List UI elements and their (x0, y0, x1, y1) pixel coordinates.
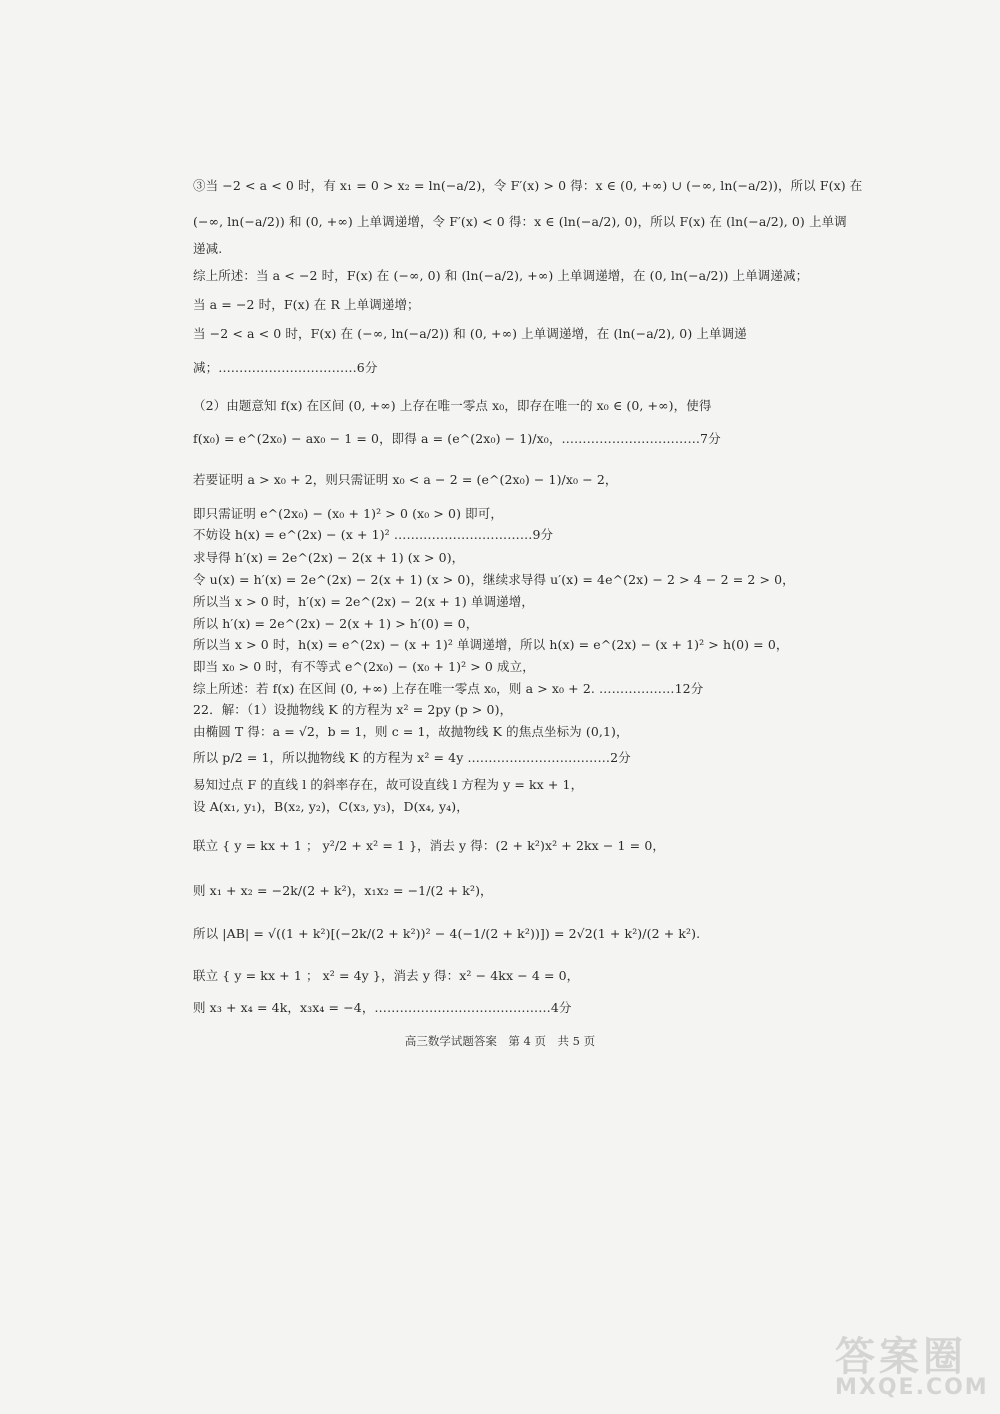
text-line: 令 u(x) = h′(x) = 2e^(2x) − 2(x + 1) (x > 0)，继续求导得 u′(x) = 4e^(2x) − 2 > 4 − 2 = 2 > 0， (193, 572, 795, 587)
text-line: 不妨设 h(x) = e^(2x) − (x + 1)² ……………………………9分 (193, 527, 554, 542)
text-line: 综上所述：当 a < −2 时，F(x) 在 (−∞, 0) 和 (ln(−a/2), +∞) 上单调递增，在 (0, ln(−a/2)) 上单调递减； (193, 268, 809, 283)
text-line: 联立 { y = kx + 1 ； y²/2 + x² = 1 }，消去 y 得：(2 + k²)x² + 2kx − 1 = 0， (193, 838, 665, 853)
text-line: 即当 x₀ > 0 时，有不等式 e^(2x₀) − (x₀ + 1)² > 0 成立， (193, 659, 535, 674)
text-line: 所以 p/2 = 1，所以抛物线 K 的方程为 x² = 4y .……………………………2分 (193, 750, 631, 765)
text-line: 当 −2 < a < 0 时，F(x) 在 (−∞, ln(−a/2)) 和 (0, +∞) 上单调递增，在 (ln(−a/2), 0) 上单调递 (193, 326, 747, 341)
text-line: 所以当 x > 0 时，h′(x) = 2e^(2x) − 2(x + 1) 单调递增， (193, 594, 534, 609)
text-line: 综上所述：若 f(x) 在区间 (0, +∞) 上存在唯一零点 x₀，则 a > x₀ + 2. ………………12分 (193, 681, 704, 696)
text-line: （2）由题意知 f(x) 在区间 (0, +∞) 上存在唯一零点 x₀，即存在唯一的 x₀ ∈ (0, +∞)，使得 (193, 398, 712, 413)
text-line: f(x₀) = e^(2x₀) − ax₀ − 1 = 0，即得 a = (e^(2x₀) − 1)/x₀，……………………………7分 (193, 431, 721, 446)
watermark-logo (835, 1325, 995, 1405)
text-line: 所以 h′(x) = 2e^(2x) − 2(x + 1) > h′(0) = 0， (193, 616, 479, 631)
text-line: 若要证明 a > x₀ + 2，则只需证明 x₀ < a − 2 = (e^(2x₀) − 1)/x₀ − 2， (193, 472, 618, 487)
text-line: 当 a = −2 时，F(x) 在 R 上单调递增； (193, 297, 420, 312)
watermark-url: MXQE.COM (835, 1375, 989, 1400)
text-line: 易知过点 F 的直线 l 的斜率存在，故可设直线 l 方程为 y = kx + 1， (193, 777, 584, 792)
text-line: 所以当 x > 0 时，h(x) = e^(2x) − (x + 1)² 单调递增，所以 h(x) = e^(2x) − (x + 1)² > h(0) = 0， (193, 637, 789, 652)
text-line: (−∞, ln(−a/2)) 和 (0, +∞) 上单调递增，令 F′(x) < 0 得：x ∈ (ln(−a/2), 0)，所以 F(x) 在 (ln(−a/2), 0) 上单调 (193, 214, 847, 229)
text-line: 即只需证明 e^(2x₀) − (x₀ + 1)² > 0 (x₀ > 0) 即可， (193, 506, 503, 521)
text-line: 联立 { y = kx + 1 ； x² = 4y }，消去 y 得：x² − 4kx − 4 = 0， (193, 968, 580, 983)
text-line: 22．解：（1）设抛物线 K 的方程为 x² = 2py (p > 0)， (193, 702, 513, 717)
text-line: 所以 |AB| = √((1 + k²)[(−2k/(2 + k²))² − 4(−1/(2 + k²))]) = 2√2(1 + k²)/(2 + k²). (193, 926, 701, 941)
text-line: 减；……………………………6分 (193, 360, 378, 375)
text-line: ③当 −2 < a < 0 时，有 x₁ = 0 > x₂ = ln(−a/2)，令 F′(x) > 0 得：x ∈ (0, +∞) ∪ (−∞, ln(−a/2))，所以 F(x) 在 (193, 178, 863, 193)
page-footer: 高三数学试题答案 第 4 页 共 5 页 (404, 1034, 596, 1048)
watermark-text: 答案圈 (835, 1334, 967, 1380)
text-line: 求导得 h′(x) = 2e^(2x) − 2(x + 1) (x > 0)， (193, 550, 465, 565)
text-line: 则 x₁ + x₂ = −2k/(2 + k²)，x₁x₂ = −1/(2 + k²)， (193, 883, 493, 898)
text-line: 设 A(x₁, y₁)，B(x₂, y₂)，C(x₃, y₃)，D(x₄, y₄)， (193, 799, 469, 814)
text-line: 由椭圆 T 得：a = √2，b = 1，则 c = 1，故抛物线 K 的焦点坐标为 (0,1)， (193, 724, 629, 739)
text-line: 则 x₃ + x₄ = 4k，x₃x₄ = −4，……………………………………4分 (193, 1000, 572, 1015)
text-line: 递减. (193, 241, 223, 256)
